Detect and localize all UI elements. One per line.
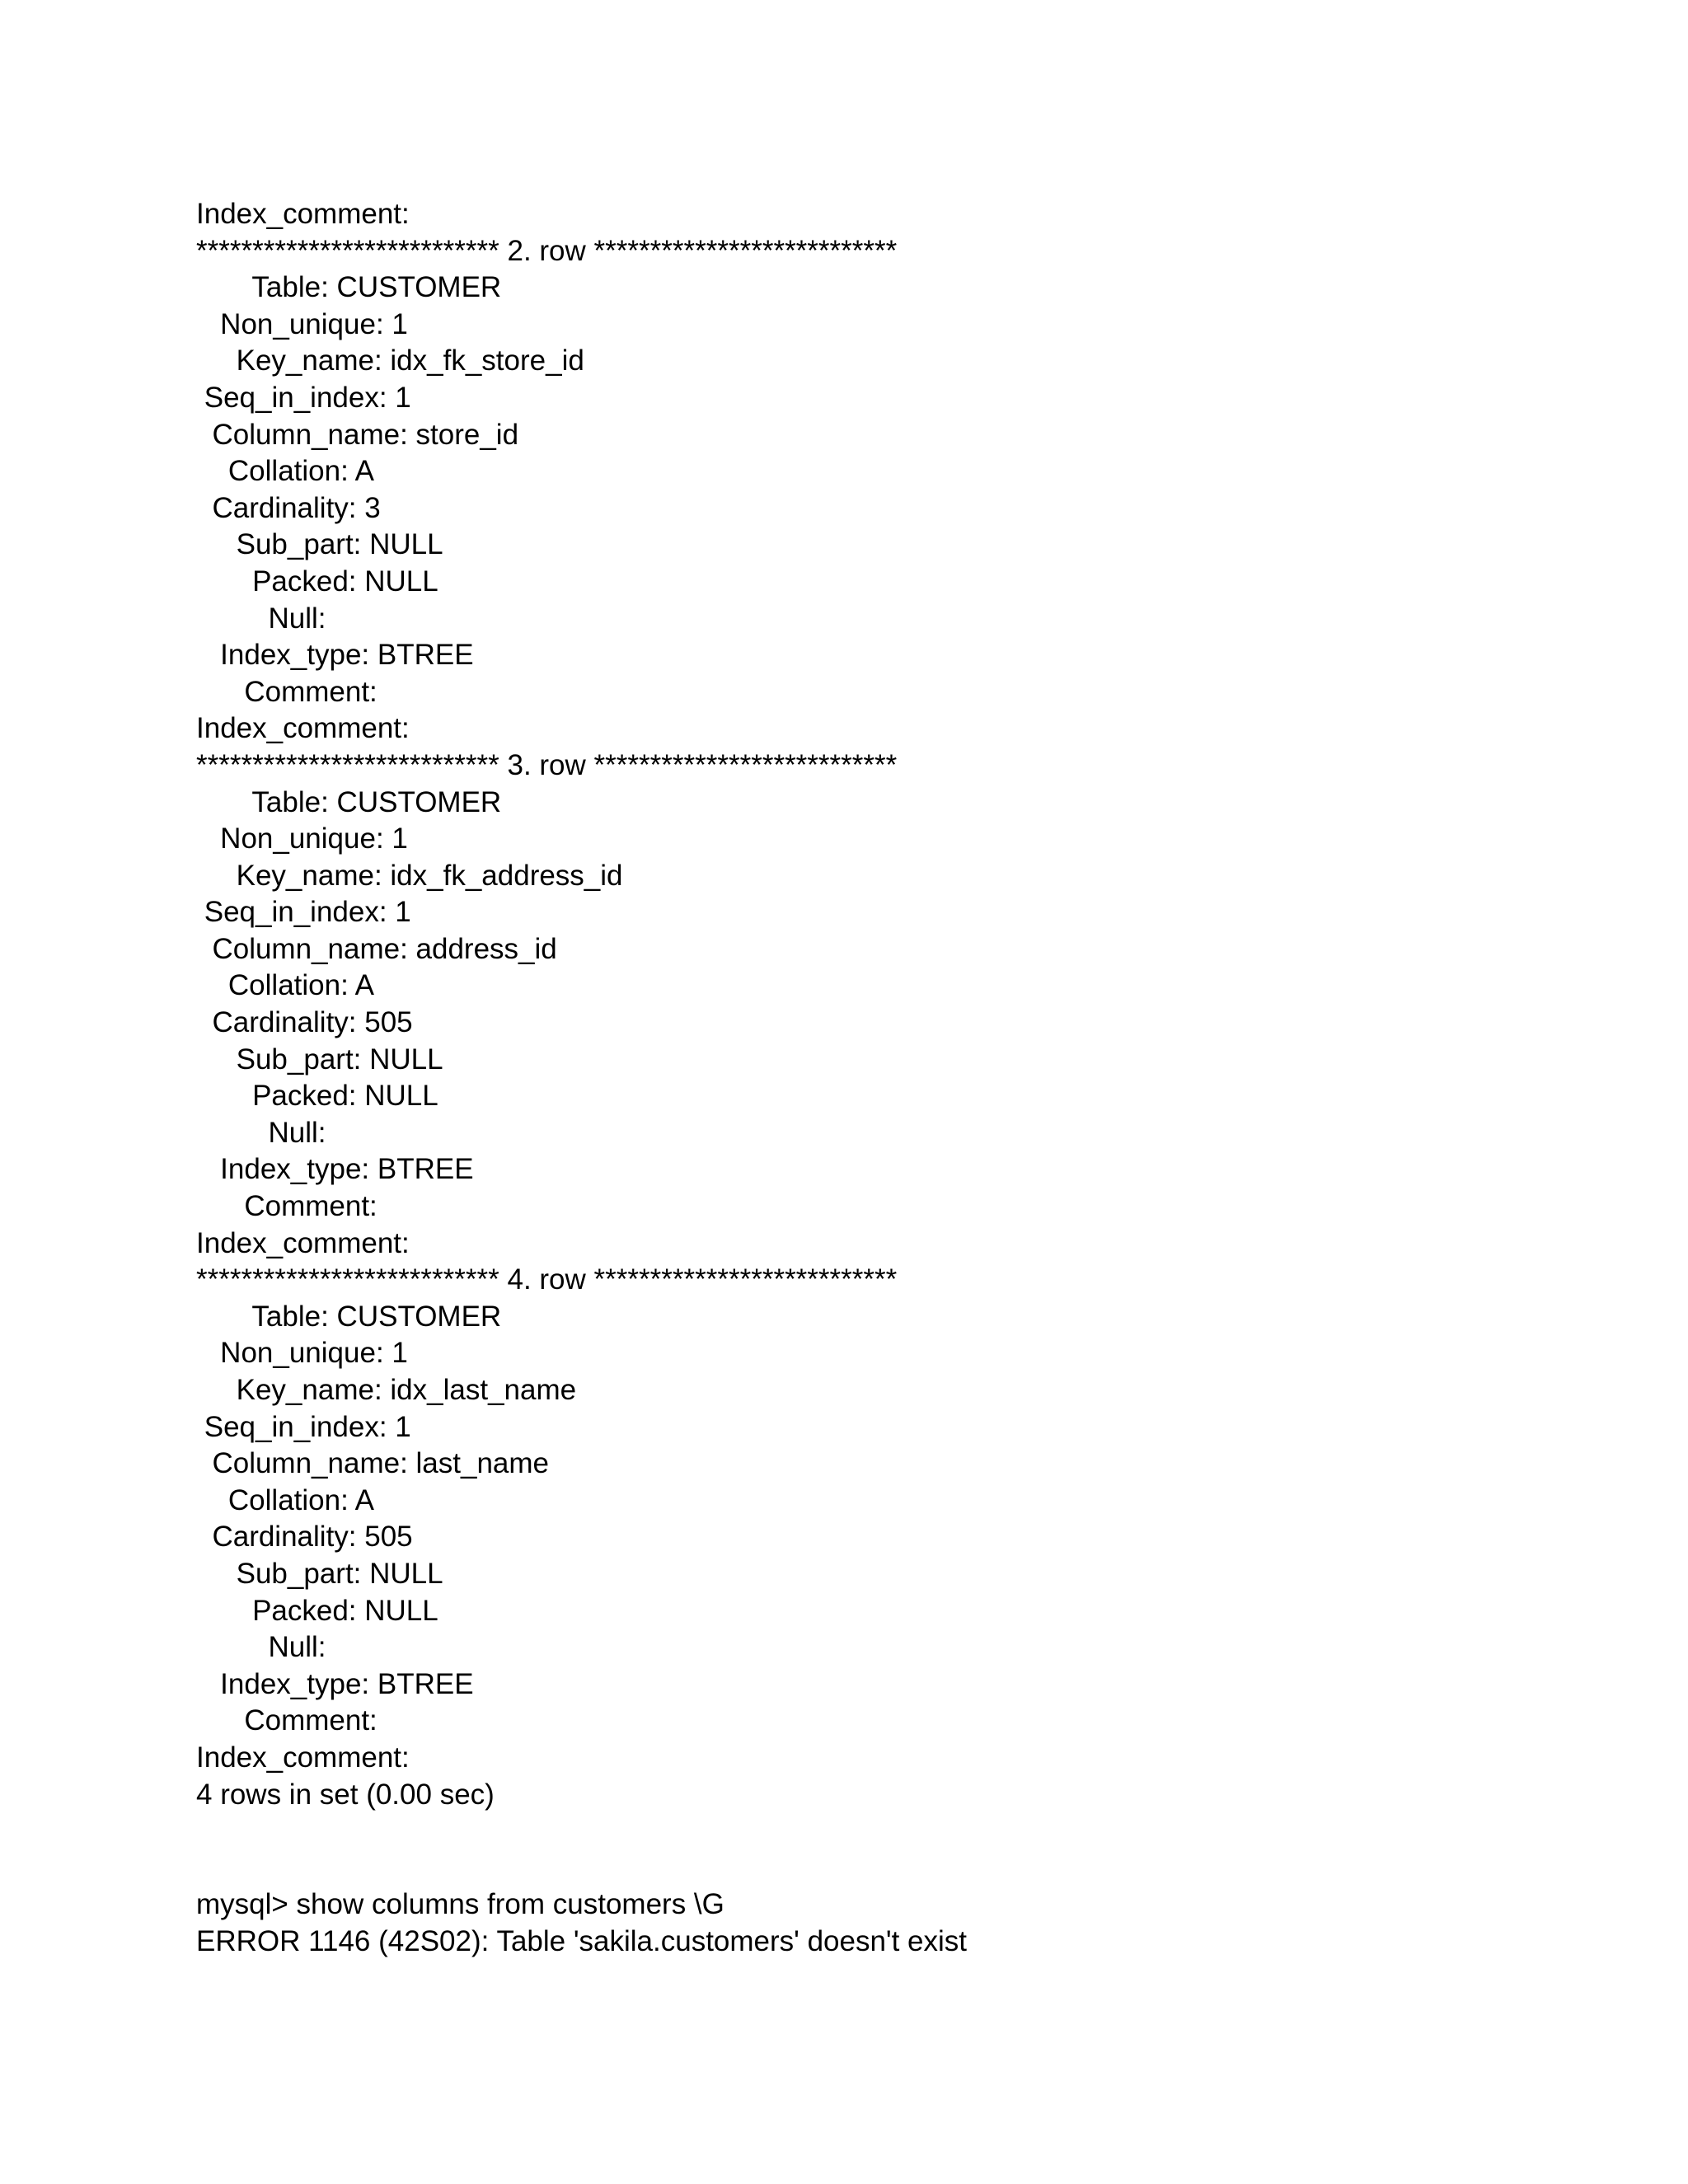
mysql-command: mysql> show columns from customers \G [196, 1888, 724, 1921]
output-line: Non_unique: 1 [196, 307, 408, 340]
output-line: Index_comment: [196, 1226, 410, 1259]
error-message: ERROR 1146 (42S02): Table 'sakila.customers' doesn't exist [196, 1924, 968, 1957]
output-line: Index_comment: [196, 1741, 410, 1774]
row-separator: *************************** 3. row *************************** [196, 748, 898, 781]
output-line: Cardinality: 3 [196, 491, 381, 524]
output-line: Non_unique: 1 [196, 1337, 408, 1370]
output-line: Seq_in_index: 1 [196, 896, 411, 929]
output-line: Sub_part: NULL [196, 528, 443, 561]
output-line: Index_comment: [196, 712, 410, 745]
output-line: Table: CUSTOMER [196, 785, 502, 818]
output-line: Column_name: address_id [196, 932, 557, 965]
output-line: Index_comment: [196, 198, 410, 230]
output-line: Null: [196, 1631, 326, 1664]
output-line: Table: CUSTOMER [196, 1300, 502, 1333]
output-line: Null: [196, 1116, 326, 1149]
output-line: Key_name: idx_last_name [196, 1374, 577, 1406]
output-line: Collation: A [196, 969, 374, 1002]
output-line: Collation: A [196, 1483, 374, 1516]
output-line: Table: CUSTOMER [196, 271, 502, 304]
output-line: Column_name: store_id [196, 418, 519, 451]
output-line: Null: [196, 602, 326, 635]
output-line: Cardinality: 505 [196, 1521, 413, 1554]
output-line: Packed: NULL [196, 565, 438, 598]
output-line: Key_name: idx_fk_store_id [196, 344, 584, 377]
output-line: Non_unique: 1 [196, 823, 408, 855]
output-line: Collation: A [196, 455, 374, 488]
output-line: Sub_part: NULL [196, 1043, 443, 1076]
output-line: Key_name: idx_fk_address_id [196, 859, 623, 892]
result-summary: 4 rows in set (0.00 sec) [196, 1778, 495, 1811]
output-line: Sub_part: NULL [196, 1557, 443, 1590]
output-line: Comment: [196, 675, 377, 708]
output-line: Index_type: BTREE [196, 1667, 474, 1700]
output-line: Column_name: last_name [196, 1447, 549, 1480]
output-line: Packed: NULL [196, 1080, 438, 1113]
row-separator: *************************** 2. row *************************** [196, 234, 898, 267]
output-line: Index_type: BTREE [196, 1153, 474, 1186]
output-line: Index_type: BTREE [196, 639, 474, 672]
terminal-output [196, 196, 1515, 1960]
row-separator: *************************** 4. row *************************** [196, 1263, 898, 1296]
blank-gap [196, 1813, 1515, 1886]
output-line: Comment: [196, 1190, 377, 1223]
output-line: Comment: [196, 1704, 377, 1737]
output-line: Cardinality: 505 [196, 1006, 413, 1039]
output-line: Packed: NULL [196, 1594, 438, 1627]
output-line: Seq_in_index: 1 [196, 1410, 411, 1443]
output-line: Seq_in_index: 1 [196, 381, 411, 414]
